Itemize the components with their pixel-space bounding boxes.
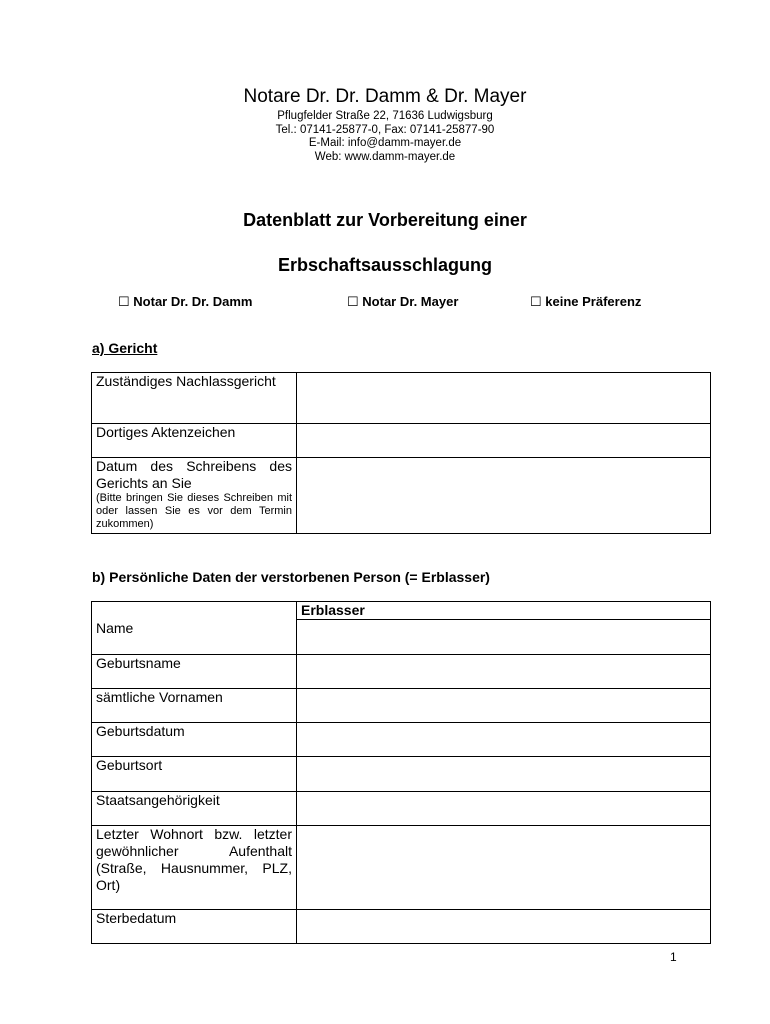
table-row — [92, 458, 711, 534]
row-label: Zuständiges Nachlassgericht — [92, 373, 297, 424]
birth-place-field[interactable] — [297, 757, 711, 792]
checkbox-icon[interactable]: ☐ — [118, 294, 130, 309]
section-b-heading: b) Persönliche Daten der verstorbenen Person (= Erblasser) — [92, 569, 490, 585]
row-label: Datum des Schreibens des Gerichts an Sie — [96, 458, 292, 491]
table-row — [92, 373, 711, 424]
row-label: Geburtsort — [92, 757, 297, 792]
page-number: 1 — [670, 950, 677, 964]
checkbox-keine-praeferenz[interactable] — [530, 294, 641, 310]
row-label-cell — [92, 458, 297, 534]
document-title-line1: Datenblatt zur Vorbereitung einer — [243, 210, 527, 230]
row-label: Name — [92, 620, 297, 655]
table-row — [92, 689, 711, 723]
firm-contact-block — [0, 110, 770, 164]
row-label: sämtliche Vornamen — [92, 689, 297, 723]
row-label: Sterbedatum — [92, 910, 297, 944]
letter-date-field[interactable] — [297, 458, 711, 534]
court-name-field[interactable] — [297, 373, 711, 424]
row-label: Geburtsname — [92, 655, 297, 689]
firm-web: Web: www.damm-mayer.de — [314, 150, 456, 163]
table-row — [92, 757, 711, 792]
table-header-row — [92, 602, 711, 620]
checkbox-notar-damm[interactable] — [118, 294, 252, 310]
nationality-field[interactable] — [297, 792, 711, 826]
table-row — [92, 723, 711, 757]
file-number-field[interactable] — [297, 424, 711, 458]
table-row — [92, 655, 711, 689]
last-residence-field[interactable] — [297, 826, 711, 910]
row-label: Staatsangehörigkeit — [92, 792, 297, 826]
deceased-table — [91, 601, 711, 944]
column-header-erblasser: Erblasser — [297, 602, 711, 620]
row-label: Geburtsdatum — [92, 723, 297, 757]
row-label: Letzter Wohnort bzw. letzter gewöhnlicher Aufenthalt (Straße, Hausnummer, PLZ, Ort) — [92, 826, 297, 910]
table-row — [92, 620, 711, 655]
checkbox-notar-mayer[interactable] — [347, 294, 458, 310]
death-date-field[interactable] — [297, 910, 711, 944]
row-label: Dortiges Aktenzeichen — [92, 424, 297, 458]
checkbox-icon[interactable]: ☐ — [530, 294, 542, 309]
document-title-line2: Erbschaftsausschlagung — [277, 255, 493, 275]
birth-date-field[interactable] — [297, 723, 711, 757]
section-a-heading: a) Gericht — [92, 340, 158, 356]
table-row — [92, 424, 711, 458]
table-row — [92, 910, 711, 944]
firm-phone: Tel.: 07141-25877-0, Fax: 07141-25877-90 — [275, 123, 495, 136]
checkbox-label: keine Präferenz — [545, 294, 642, 309]
first-names-field[interactable] — [297, 689, 711, 723]
firm-email: E-Mail: info@damm-mayer.de — [308, 137, 462, 149]
firm-address: Pflugfelder Straße 22, 71636 Ludwigsburg — [277, 110, 493, 122]
court-table — [91, 372, 711, 534]
table-row — [92, 792, 711, 826]
checkbox-label: Notar Dr. Mayer — [362, 294, 459, 309]
firm-name: Notare Dr. Dr. Damm & Dr. Mayer — [243, 86, 527, 107]
table-row — [92, 826, 711, 910]
birth-name-field[interactable] — [297, 655, 711, 689]
checkbox-label: Notar Dr. Dr. Damm — [133, 294, 253, 309]
name-field[interactable] — [297, 620, 711, 655]
checkbox-icon[interactable]: ☐ — [347, 294, 359, 309]
row-note: (Bitte bringen Sie dieses Schreiben mit oder lassen Sie es vor dem Termin zukommen) — [96, 492, 292, 530]
header-empty-cell — [92, 602, 297, 620]
